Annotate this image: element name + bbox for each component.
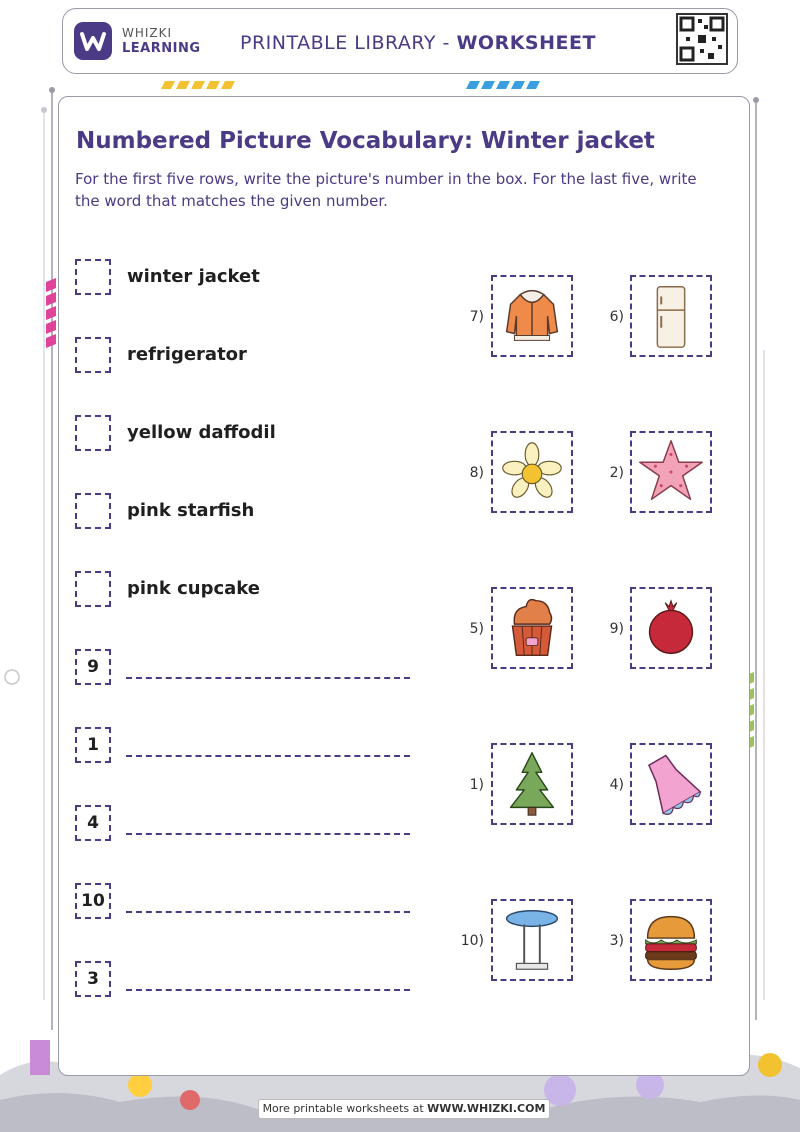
given-number: 3 (87, 969, 99, 989)
picture-card (630, 431, 712, 513)
pomegranate-icon (632, 589, 710, 667)
pink-dress-icon (632, 745, 710, 823)
given-number: 1 (87, 735, 99, 755)
picture-label: 2) (609, 465, 624, 481)
number-box (75, 649, 111, 685)
given-number: 10 (81, 891, 105, 911)
logo-line2: LEARNING (122, 41, 201, 56)
winter-jacket-icon (493, 277, 571, 355)
answer-line[interactable] (126, 755, 410, 757)
picture-label: 6) (609, 309, 624, 325)
worksheet-instructions: For the first five rows, write the picture's number in the box. For the last five, write the word that matches the given number. (75, 170, 697, 210)
yellow-daffodil-icon (493, 433, 571, 511)
table-lamp-icon (493, 901, 571, 979)
whizki-logo-icon (74, 22, 112, 60)
picture-label: 7) (469, 309, 484, 325)
logo-line1: WHIZKI (122, 26, 173, 40)
given-number: 4 (87, 813, 99, 833)
picture-card (491, 431, 573, 513)
qr-code-icon (676, 13, 728, 65)
answer-box[interactable] (75, 493, 111, 529)
hamburger-icon (632, 901, 710, 979)
header-title-bold: WORKSHEET (456, 32, 596, 54)
vocab-word: pink starfish (127, 500, 255, 521)
answer-line[interactable] (126, 911, 410, 913)
vocab-word: pink cupcake (127, 578, 260, 599)
picture-card (491, 587, 573, 669)
answer-box[interactable] (75, 571, 111, 607)
picture-label: 4) (609, 777, 624, 793)
number-box (75, 961, 111, 997)
pink-starfish-icon (632, 433, 710, 511)
picture-label: 8) (469, 465, 484, 481)
picture-label: 10) (460, 933, 484, 949)
worksheet-title: Numbered Picture Vocabulary: Winter jacket (76, 128, 655, 154)
answer-box[interactable] (75, 337, 111, 373)
vocab-word: refrigerator (127, 344, 247, 365)
answer-box[interactable] (75, 415, 111, 451)
number-box (75, 883, 111, 919)
header-title-prefix: PRINTABLE LIBRARY - (240, 32, 457, 54)
logo-text (122, 25, 201, 57)
number-box (75, 805, 111, 841)
refrigerator-icon (632, 277, 710, 355)
pine-tree-icon (493, 745, 571, 823)
picture-card (630, 743, 712, 825)
picture-label: 3) (609, 933, 624, 949)
header-title (240, 32, 596, 54)
answer-box[interactable] (75, 259, 111, 295)
picture-label: 5) (469, 621, 484, 637)
answer-line[interactable] (126, 833, 410, 835)
picture-label: 9) (609, 621, 624, 637)
picture-card (630, 275, 712, 357)
vocab-word: yellow daffodil (127, 422, 276, 443)
answer-line[interactable] (126, 989, 410, 991)
given-number: 9 (87, 657, 99, 677)
footer-link[interactable] (258, 1099, 550, 1119)
number-box (75, 727, 111, 763)
footer-prefix: More printable worksheets at (262, 1102, 428, 1115)
picture-label: 1) (469, 777, 484, 793)
pink-cupcake-icon (493, 589, 571, 667)
vocab-word: winter jacket (127, 266, 260, 287)
picture-card (491, 899, 573, 981)
picture-card (491, 743, 573, 825)
picture-card (630, 587, 712, 669)
picture-card (491, 275, 573, 357)
picture-card (630, 899, 712, 981)
answer-line[interactable] (126, 677, 410, 679)
footer-site: WWW.WHIZKI.COM (427, 1102, 546, 1115)
